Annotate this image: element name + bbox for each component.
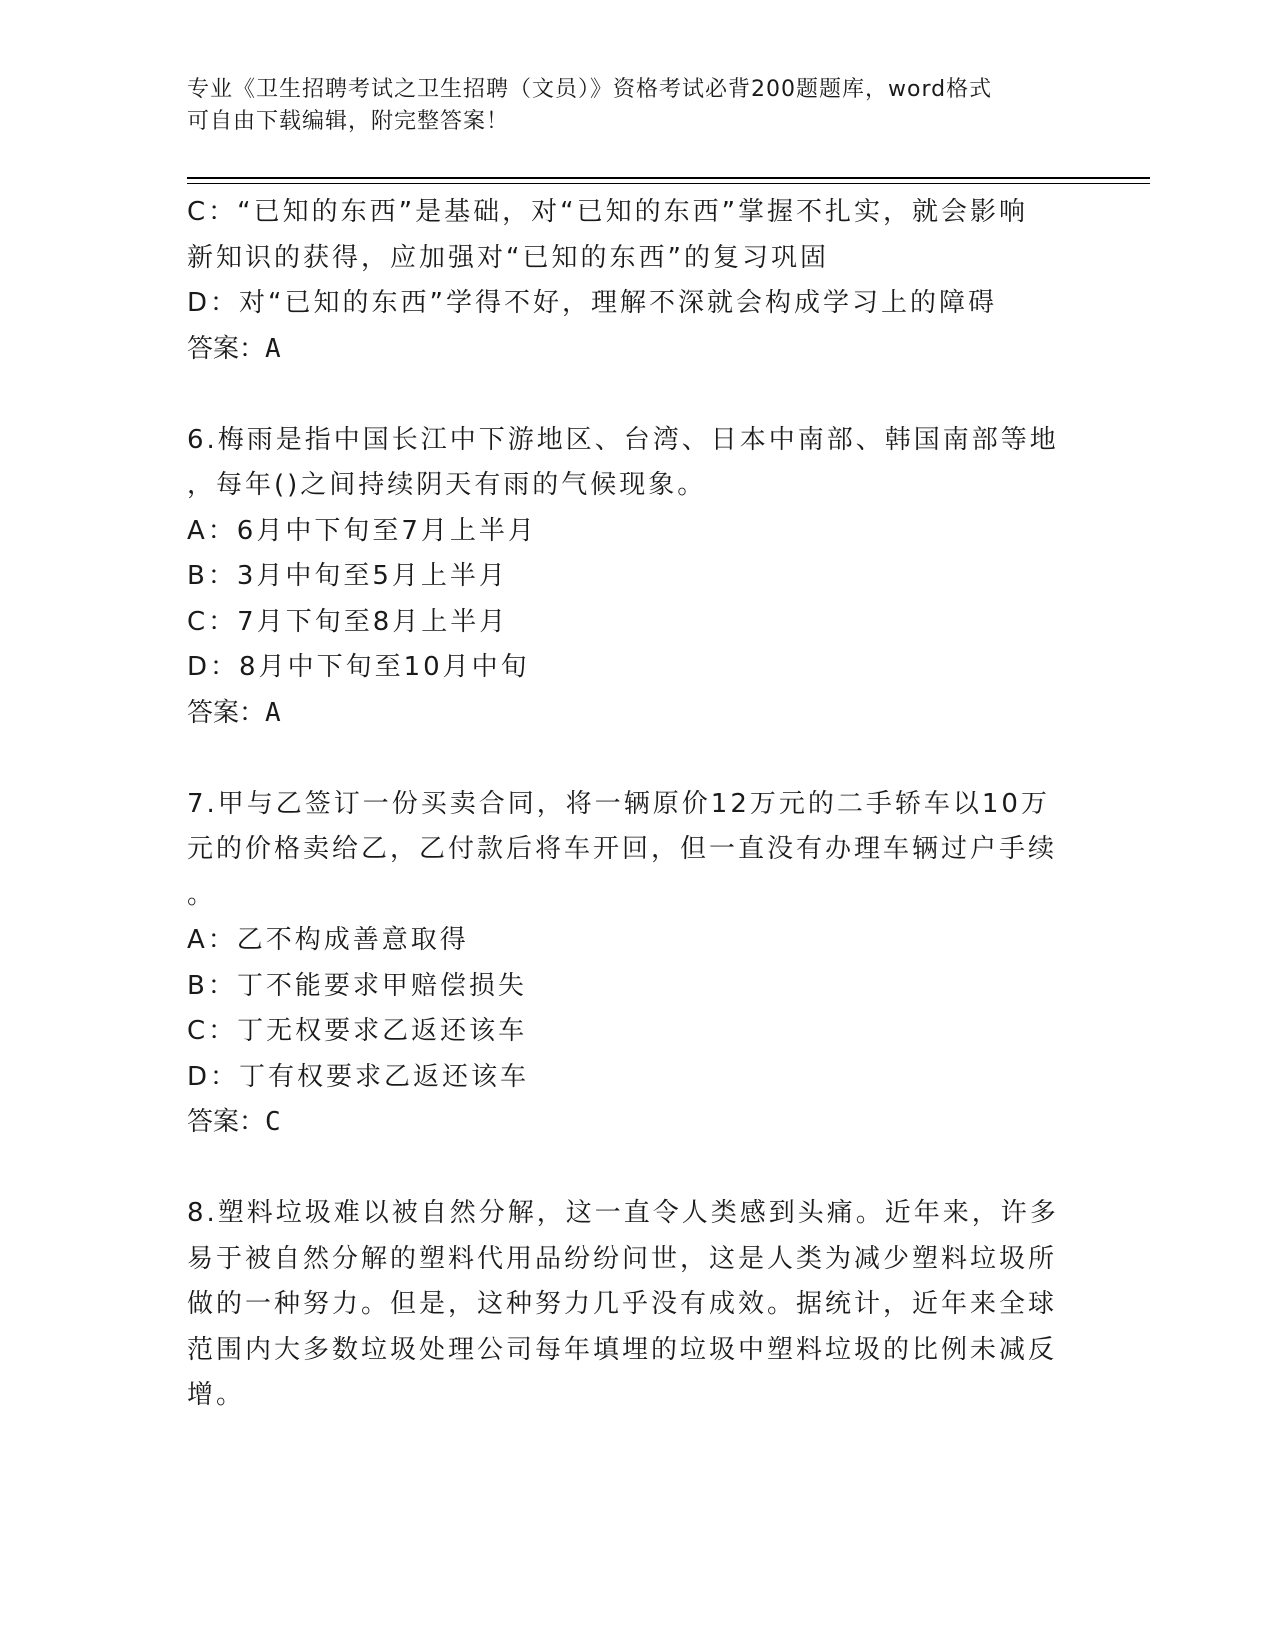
question-stem-continued: 易于被自然分解的塑料代用品纷纷问世，这是人类为减少塑料垃圾所 (187, 1243, 1058, 1274)
spacer (187, 736, 1087, 782)
answer-label: 答案：A (187, 697, 281, 728)
question-stem-continued: ，每年()之间持续阴天有雨的气候现象。 (187, 470, 707, 500)
option-c: C：丁无权要求乙返还该车 (187, 1016, 528, 1046)
question-stem-end: 。 (187, 879, 217, 910)
option-b: B：丁不能要求甲赔偿损失 (187, 970, 527, 1001)
option-c: C：7月下旬至8月上半月 (187, 606, 509, 637)
question-8 (187, 1191, 1087, 1419)
option-d: D：8月中下旬至10月中旬 (187, 652, 530, 682)
option-a: A：乙不构成善意取得 (187, 925, 469, 955)
option-a: A：6月中下旬至7月上半月 (187, 515, 537, 546)
option-c-continued: 新知识的获得，应加强对“已知的东西”的复习巩固 (187, 242, 829, 273)
question-stem-end: 增。 (187, 1380, 246, 1410)
option-d: D：丁有权要求乙返还该车 (187, 1061, 530, 1092)
question-stem-continued: 范围内大多数垃圾处理公司每年填埋的垃圾中塑料垃圾的比例未减反 (187, 1334, 1058, 1365)
option-d: D：对“已知的东西”学得不好，理解不深就会构成学习上的障碍 (187, 288, 997, 318)
header-divider-thin (187, 183, 1150, 184)
question-stem-continued: 做的一种努力。但是，这种努力几乎没有成效。据统计，近年来全球 (187, 1289, 1058, 1319)
option-c: C：“已知的东西”是基础，对“已知的东西”掌握不扎实，就会影响 (187, 197, 1029, 227)
answer-label: 答案：C (187, 1107, 281, 1137)
question-stem-continued: 元的价格卖给乙，乙付款后将车开回，但一直没有办理车辆过户手续 (187, 834, 1058, 864)
question-7 (187, 782, 1087, 1146)
spacer (187, 372, 1087, 418)
document-body (187, 190, 1087, 1419)
question-stem: 8.塑料垃圾难以被自然分解，这一直令人类感到头痛。近年来，许多 (187, 1198, 1059, 1228)
spacer (187, 1146, 1087, 1192)
question-6 (187, 418, 1087, 737)
question-stem: 7.甲与乙签订一份买卖合同，将一辆原价12万元的二手轿车以10万 (187, 788, 1050, 819)
header-line-1: 专业《卫生招聘考试之卫生招聘（文员）》资格考试必背200题题库，word格式 (187, 77, 993, 102)
question-stem: 6.梅雨是指中国长江中下游地区、台湾、日本中南部、韩国南部等地 (187, 424, 1059, 455)
answer-label: 答案：A (187, 333, 281, 364)
document-header (187, 74, 1067, 138)
question-5 (187, 190, 1087, 372)
header-line-2: 可自由下载编辑，附完整答案！ (187, 109, 510, 134)
header-divider-thick (187, 177, 1150, 179)
option-b: B：3月中旬至5月上半月 (187, 561, 508, 591)
